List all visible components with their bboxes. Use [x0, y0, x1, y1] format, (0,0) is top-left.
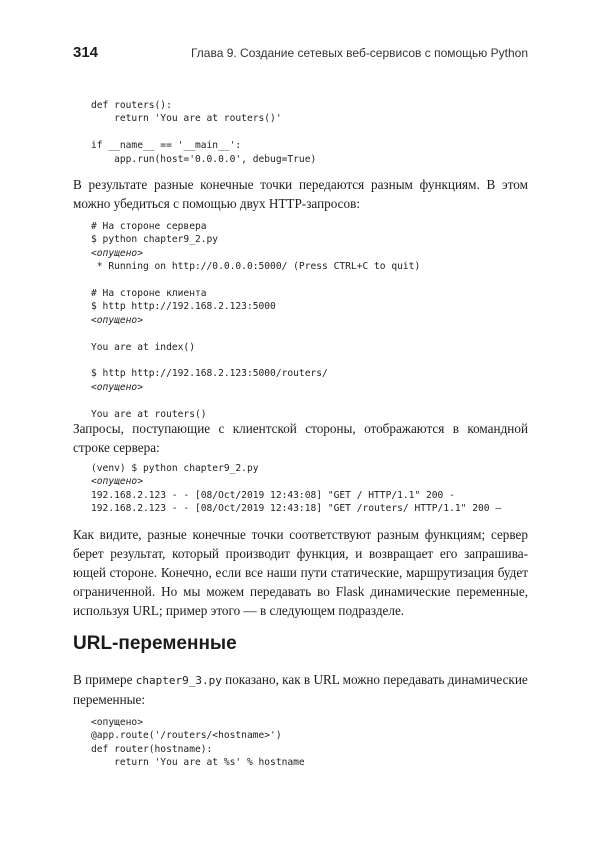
code-line: return 'You are at %s' % hostname: [91, 757, 305, 769]
code-line: # На стороне сервера: [91, 221, 207, 232]
code-line: <опущено>: [91, 381, 143, 393]
paragraph-routing-explanation: [73, 525, 528, 620]
code-line: 192.168.2.123 - - [08/Oct/2019 12:43:18] "GET /routers/ HTTP/1.1" 200 –: [91, 503, 502, 515]
text-fragment: показано, как в URL можно передавать динамические: [221, 672, 528, 687]
section-heading: URL-переменные: [73, 633, 237, 654]
text-line: используя URL; пример этого — в следующем подразделе.: [73, 603, 405, 618]
code-line: 192.168.2.123 - - [08/Oct/2019 12:43:08] "GET / HTTP/1.1" 200 -: [91, 489, 455, 501]
code-line: # На стороне клиента: [91, 288, 207, 300]
code-line: You are at index(): [91, 341, 195, 353]
inline-code-filename: chapter9_3.py: [135, 674, 222, 687]
text-line: переменные:: [73, 692, 146, 707]
code-line: (venv) $ python chapter9_2.py: [91, 463, 259, 474]
text-line: ющей стороне. Конечно, если все наши пути статические, маршрутизация будет: [73, 565, 528, 580]
page-header: [73, 44, 528, 68]
code-line: <опущено>: [91, 717, 143, 728]
text-line: В результате разные конечные точки передаются разным функциям. В этом: [73, 177, 528, 192]
code-line: [91, 394, 420, 407]
paragraph-server-log: [73, 419, 528, 457]
code-line: You are at routers(): [91, 408, 207, 420]
text-line: можно убедиться с помощью двух HTTP-запросов:: [73, 196, 361, 211]
code-line: [91, 126, 316, 139]
code-line: if __name__ == '__main__':: [91, 140, 242, 152]
paragraph-endpoints: [73, 175, 528, 213]
code-block-routers: [91, 99, 316, 166]
text-line: [73, 670, 528, 690]
text-line: ограниченной. Но мы можем передавать во Flask динамические переменные,: [73, 584, 528, 599]
code-line: @app.route('/routers/<hostname>'): [91, 730, 282, 742]
text-fragment: В примере: [73, 672, 136, 687]
page-number: 314: [73, 44, 99, 61]
code-line: * Running on http://0.0.0.0:5000/ (Press CTRL+C to quit): [91, 261, 421, 273]
code-line: [91, 274, 420, 287]
code-line: [91, 354, 420, 367]
text-line: Запросы, поступающие с клиентской стороны, отображаются в командной: [73, 421, 528, 436]
code-line: $ http http://192.168.2.123:5000: [91, 301, 276, 313]
text-line: берет результат, который производит функция, и возвращает его запрашива-: [73, 546, 528, 561]
code-line: def routers():: [91, 100, 172, 111]
code-line: <опущено>: [91, 476, 143, 488]
code-line: <опущено>: [91, 314, 143, 326]
text-line: Как видите, разные конечные точки соответствуют разным функциям; сервер: [73, 527, 528, 542]
code-line: [91, 327, 420, 340]
chapter-title: Глава 9. Создание сетевых веб-сервисов с помощью Python: [190, 46, 528, 60]
code-block-url-route: [91, 716, 305, 770]
code-line: $ http http://192.168.2.123:5000/routers/: [91, 368, 328, 380]
code-line: def router(hostname):: [91, 743, 213, 755]
code-block-server-output: [91, 462, 501, 516]
code-line: <опущено>: [91, 247, 143, 259]
code-line: app.run(host='0.0.0.0', debug=True): [91, 153, 317, 165]
text-line: строке сервера:: [73, 440, 160, 455]
code-line: $ python chapter9_2.py: [91, 234, 219, 246]
code-block-http-requests: [91, 220, 420, 421]
paragraph-url-variables: [73, 670, 528, 709]
code-line: return 'You are at routers()': [91, 113, 282, 125]
